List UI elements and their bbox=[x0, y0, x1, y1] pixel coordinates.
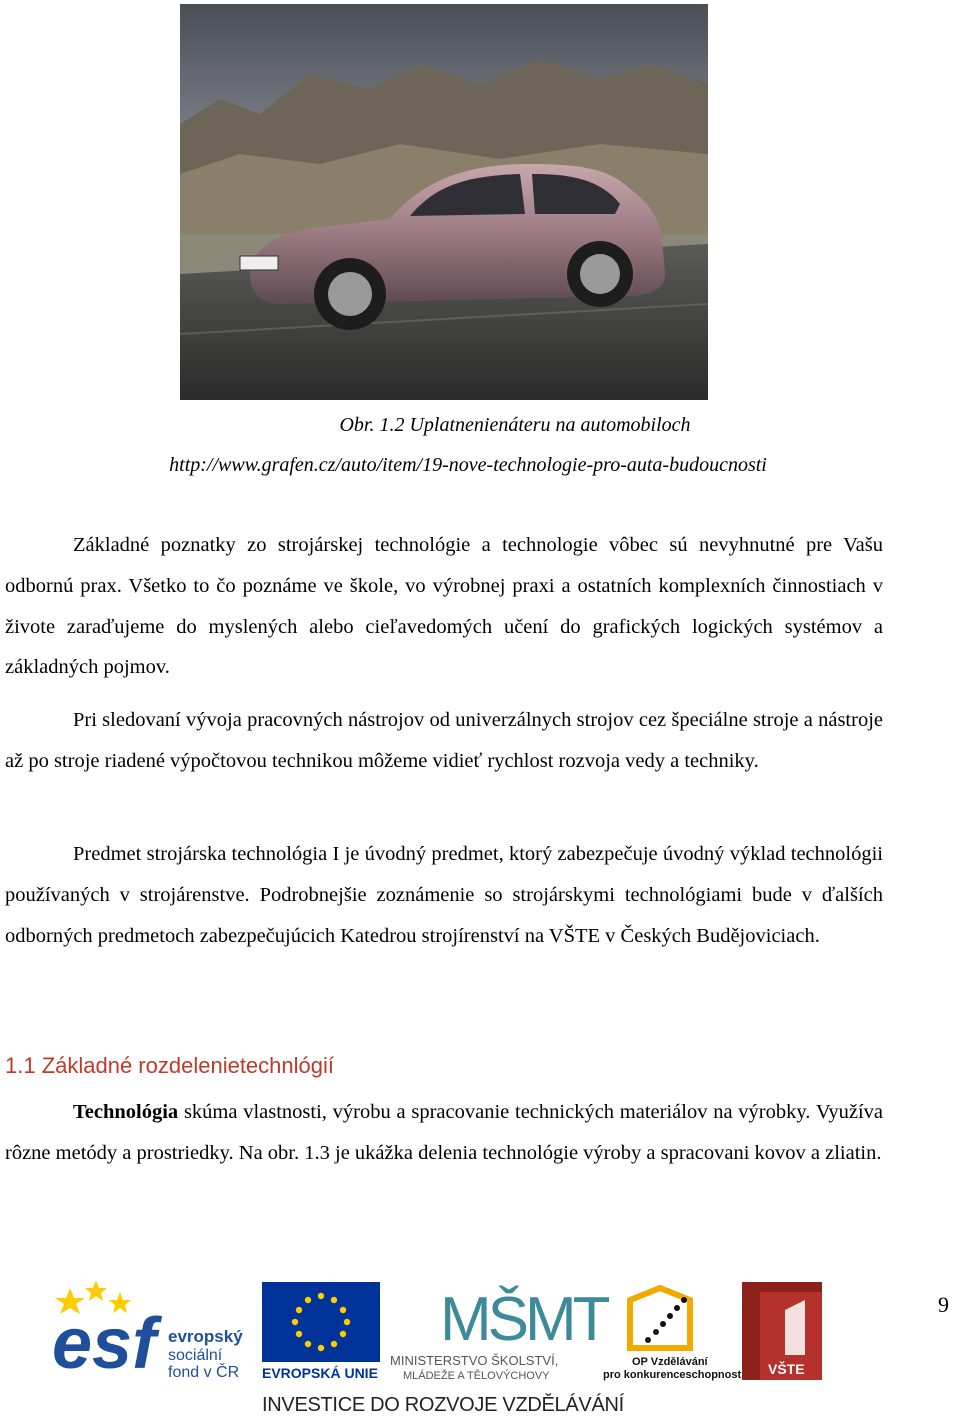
figure-source-url: http://www.grafen.cz/auto/item/19-nove-technologie-pro-auta-budoucnosti bbox=[169, 454, 767, 476]
vste-label: VŠTE bbox=[768, 1361, 805, 1377]
eu-flag bbox=[262, 1282, 380, 1381]
op-logo bbox=[603, 1288, 741, 1381]
vste-logo bbox=[742, 1282, 822, 1380]
esf-line2: sociální bbox=[168, 1347, 223, 1364]
msmt-line1: MINISTERSTVO ŠKOLSTVÍ, bbox=[390, 1353, 559, 1368]
op-line2: pro konkurenceschopnost bbox=[603, 1369, 742, 1381]
investice-slogan: INVESTICE DO ROZVOJE VZDĚLÁVÁNÍ bbox=[262, 1394, 624, 1416]
esf-logo bbox=[52, 1280, 243, 1384]
paragraph-intro: Základné poznatky zo strojárskej technológie a technologie vôbec sú nevyhnutné pre Vašu odbornú prax. Všetko to čo poznáme ve škole, vo výrobnej praxi a ostatních komplexních činnostiach v živote zaraďujeme do myslených alebo cieľavedomých učení do grafických logických systémov a základných pojmov. bbox=[5, 534, 883, 679]
figure-caption: Obr. 1.2 Uplatnenienáteru na automobiloch bbox=[339, 414, 691, 436]
svg-text:MŠMT: MŠMT bbox=[440, 1285, 607, 1354]
msmt-line2: MLÁDEŽE A TĚLOVÝCHOVY bbox=[403, 1370, 550, 1382]
page-number: 9 bbox=[938, 1292, 949, 1317]
msmt-logo bbox=[390, 1285, 610, 1382]
technology-definition: skúma vlastnosti, výrobu a spracovanie technických materiálov na výrobky. Využíva rôzne metódy a prostriedky. Na obr. 1.3 je ukážka delenia technológie výroby a spracovani kovov a zliatin. bbox=[5, 1101, 883, 1164]
paragraph-subject: Predmet strojárska technológia I je úvodný predmet, ktorý zabezpečuje úvodný výklad technológii používaných v strojárenstve. Podrobnejšie zoznámenie so strojárskymi technológiami bude v ďalších odborných predmetoch zabezpečujúcich Katedrou strojírenství na VŠTE v Českých Budějoviciach. bbox=[5, 843, 883, 947]
esf-line1: evropský bbox=[168, 1327, 243, 1346]
eu-label: EVROPSKÁ UNIE bbox=[262, 1365, 378, 1381]
paragraph-technology bbox=[5, 1092, 883, 1174]
esf-line3: fond v ČR bbox=[168, 1364, 240, 1381]
section-heading: 1.1 Základné rozdelenietechnlógií bbox=[5, 1053, 335, 1078]
technology-term: Technológia bbox=[73, 1101, 179, 1123]
svg-text:esf: esf bbox=[52, 1304, 157, 1384]
car-photo bbox=[180, 4, 708, 400]
paragraph-tools: Pri sledovaní vývoja pracovných nástrojov od univerzálnych strojov cez špeciálne stroje a nástroje až po stroje riadené výpočtovou technikou môžeme vidieť rychlost rozvoja vedy a techniky. bbox=[5, 709, 883, 772]
op-line1: OP Vzdělávání bbox=[632, 1356, 708, 1368]
